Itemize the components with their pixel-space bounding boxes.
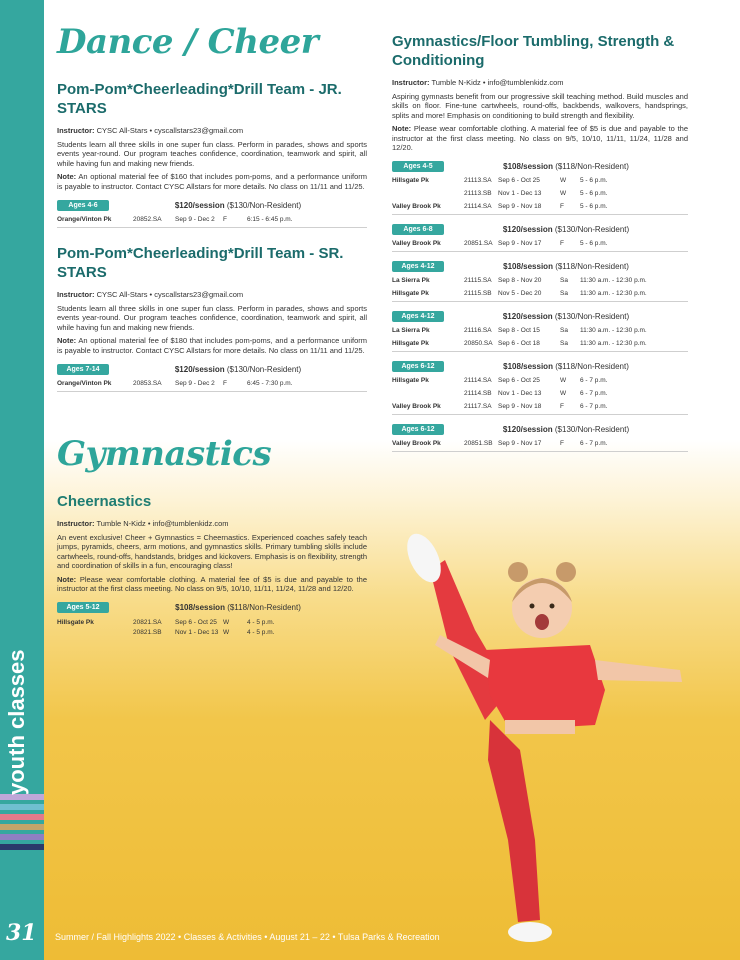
day: Sa (560, 327, 568, 335)
location: La Sierra Pk (392, 327, 430, 335)
age-badge: Ages 4-12 (392, 261, 444, 272)
age-badge: Ages 7-14 (57, 364, 109, 375)
class-code: 21114.SB (464, 390, 492, 398)
time: 11:30 a.m. - 12:30 p.m. (580, 290, 647, 298)
age-badge: Ages 4-6 (57, 200, 109, 211)
price-text (444, 162, 688, 171)
price-text (109, 201, 367, 210)
time: 6:15 - 6:45 p.m. (247, 216, 293, 224)
day: F (560, 240, 564, 248)
jr-stars-class (57, 80, 367, 228)
note-text: Please wear comfortable clothing. A material fee of $5 is due and payable to the instructor at the first class meeting. No class on 9/5, 10/10, 11/11, 11/24, 11/28 and 12/20. (57, 574, 367, 594)
schedule-row (392, 402, 688, 411)
class-code: 20851.SB (464, 440, 493, 448)
location: Hillsgate Pk (57, 618, 94, 626)
dates: Sep 6 - Oct 25 (175, 618, 217, 626)
instructor-label: Instructor: (57, 126, 95, 135)
price-row (392, 223, 688, 235)
time: 4 - 5 p.m. (247, 628, 275, 636)
class-code: 21115.SB (464, 290, 492, 298)
class-code: 21116.SA (464, 327, 492, 335)
price-nonresident: ($130/Non-Resident) (554, 224, 630, 234)
schedule-row (392, 439, 688, 448)
price-amount: $120/session (174, 200, 225, 210)
price-row (392, 360, 688, 372)
dates: Sep 9 - Nov 18 (498, 403, 542, 411)
dates: Sep 9 - Nov 18 (498, 203, 542, 211)
class-description: Students learn all three skills in one super fun class. Perform in parades, shows and sports events year-round. Our program teaches confidence, coordination, teamwork and spirit, all while having fun and making new friends. (57, 140, 367, 168)
note-label: Note: (57, 574, 77, 584)
class-description: Students learn all three skills in one super fun class. Perform in parades, shows and sports events year-round. Our program teaches confidence, coordination, teamwork and spirit, all while having fun and making new friends. (57, 304, 367, 332)
day: Sa (560, 277, 568, 285)
class-code: 20821.SB (133, 628, 162, 636)
day: Sa (560, 290, 568, 298)
class-title: Pom-Pom*Cheerleading*Drill Team - JR. STARS (57, 81, 342, 117)
schedule-row (392, 389, 688, 398)
day: W (560, 190, 567, 198)
location: Valley Brook Pk (392, 203, 441, 211)
sidebar (0, 0, 44, 960)
price-text (109, 603, 367, 612)
price-text (444, 362, 688, 371)
instructor-label: Instructor: (57, 290, 95, 300)
dates: Sep 9 - Dec 2 (175, 380, 215, 388)
price-nonresident: ($118/Non-Resident) (555, 161, 629, 171)
dates: Sep 9 - Nov 17 (498, 240, 542, 248)
divider (57, 391, 367, 392)
price-nonresident: ($118/Non-Resident) (555, 261, 629, 271)
floor-tumbling-title: Gymnastics/Floor Tumbling, Strength & Conditioning (392, 33, 675, 69)
price-row (57, 602, 367, 614)
price-text (444, 425, 688, 434)
price-amount: $108/session (503, 361, 553, 371)
floor-schedule (392, 160, 688, 452)
location: Valley Brook Pk (392, 440, 441, 448)
price-row (57, 363, 367, 375)
age-badge: Ages 6-12 (392, 361, 444, 372)
schedule-row (392, 289, 688, 298)
dates: Sep 8 - Nov 20 (498, 277, 542, 285)
red-shirt (485, 645, 605, 730)
class-code: 20821.SA (133, 618, 162, 626)
price-amount: $120/session (502, 224, 553, 234)
location: Orange/Vinton Pk (57, 380, 112, 388)
page-number: 31 (6, 920, 37, 946)
dates: Sep 6 - Oct 25 (498, 177, 540, 185)
time: 5 - 6 p.m. (580, 240, 608, 248)
note-label: Note: (57, 172, 77, 182)
left-column (57, 20, 367, 637)
class-code: 20852.SA (133, 216, 162, 224)
instructor-text: Tumble N-Kidz • info@tumblenkidz.com (431, 78, 564, 87)
class-description: An event exclusive! Cheer + Gymnastics = Cheernastics. Experienced coaches safely teach jumps, pyramids, cheers, arm motions, and gymnastics skills. Primary tumbling skills include cartwheels, round-offs, handstands, bridges and kickovers. Emphasis is on flexibility, strength and coordination of skills in a fun, encouraging class! (57, 533, 367, 571)
price-row (392, 260, 688, 272)
class-code: 20850.SA (464, 340, 493, 348)
day: F (223, 216, 227, 224)
hair-bun-right (556, 562, 576, 582)
time: 4 - 5 p.m. (247, 618, 275, 626)
class-code: 21115.SA (464, 277, 492, 285)
price-row (392, 160, 688, 172)
location (57, 628, 133, 637)
divider (392, 414, 688, 415)
dance-heading: Dance / Cheer (57, 22, 319, 62)
class-code: 20853.SA (133, 380, 162, 388)
cheernastics-class (57, 492, 367, 636)
price-text (444, 262, 688, 271)
class-code: 21113.SB (464, 190, 492, 198)
class-code: 20851.SA (464, 240, 493, 248)
location (392, 189, 464, 198)
price-amount: $108/session (503, 161, 553, 171)
day: F (560, 440, 564, 448)
class-title: Cheernastics (57, 493, 152, 511)
price-text (444, 312, 688, 321)
schedule-row (57, 618, 367, 627)
location: Valley Brook Pk (392, 403, 441, 411)
class-title: Pom-Pom*Cheerleading*Drill Team - SR. STARS (57, 245, 344, 282)
location: Hillsgate Pk (392, 177, 429, 185)
instructor-line (57, 290, 367, 299)
schedule-row (392, 339, 688, 348)
instructor-text: CYSC All-Stars • cyscallstars23@gmail.com (96, 290, 244, 300)
price-nonresident: ($130/Non-Resident) (554, 424, 630, 434)
location (392, 389, 464, 398)
age-badge: Ages 6-12 (392, 424, 444, 435)
schedule-row (57, 628, 367, 637)
price-nonresident: ($118/Non-Resident) (555, 361, 629, 371)
instructor-line (57, 126, 367, 135)
eye-left (530, 604, 535, 609)
time: 6 - 7 p.m. (580, 440, 608, 448)
schedule-row (57, 215, 367, 224)
dates: Nov 1 - Dec 13 (498, 190, 542, 198)
sidebar-stripe (0, 824, 44, 830)
note-text: An optional material fee of $160 that includes pom-poms, and a performance uniform is payable to instructor. Contact CYSC Allstars for more details. No class on 11/11 and 11/25. (57, 172, 367, 191)
day: F (560, 203, 564, 211)
dates: Sep 6 - Oct 18 (498, 340, 540, 348)
schedule-row (57, 379, 367, 388)
class-note (57, 575, 367, 594)
day: W (223, 628, 230, 636)
day: F (560, 403, 564, 411)
sidebar-stripe (0, 804, 44, 810)
class-note (57, 336, 367, 355)
price-row (57, 199, 367, 211)
divider (57, 227, 367, 228)
note-label: Note: (57, 336, 77, 346)
day: W (223, 618, 230, 626)
day: W (560, 377, 567, 385)
age-badge: Ages 5-12 (57, 602, 109, 613)
price-nonresident: ($130/Non-Resident) (554, 311, 630, 321)
day: W (560, 177, 567, 185)
class-code: 21117.SA (464, 403, 492, 411)
price-nonresident: ($130/Non-Resident) (226, 200, 302, 210)
instructor-text: CYSC All-Stars • cyscallstars23@gmail.com (96, 126, 244, 135)
midriff (505, 720, 575, 734)
gymnastics-heading: Gymnastics (57, 434, 272, 475)
schedule-row (392, 176, 688, 185)
age-badge: Ages 4-12 (392, 311, 444, 322)
right-arm (595, 660, 682, 682)
footer: Summer / Fall Highlights 2022 • Classes & Activities • August 21 – 22 • Tulsa Parks & Recreation (55, 932, 440, 942)
sidebar-stripes (0, 790, 44, 850)
price-amount: $120/session (502, 424, 553, 434)
location: Orange/Vinton Pk (57, 216, 112, 224)
divider (392, 451, 688, 452)
dates: Sep 6 - Oct 25 (498, 377, 540, 385)
age-badge: Ages 4-5 (392, 161, 444, 172)
time: 6 - 7 p.m. (580, 377, 608, 385)
time: 5 - 6 p.m. (580, 190, 608, 198)
hair-bun-left (508, 562, 528, 582)
time: 5 - 6 p.m. (580, 177, 608, 185)
sidebar-stripe (0, 834, 44, 840)
price-amount: $120/session (502, 311, 553, 321)
divider (392, 301, 688, 302)
schedule-row (392, 202, 688, 211)
day: Sa (560, 340, 568, 348)
dates: Sep 9 - Dec 2 (175, 216, 215, 224)
dates: Sep 8 - Oct 15 (498, 327, 540, 335)
dates: Nov 1 - Dec 13 (175, 628, 219, 636)
sidebar-stripe (0, 814, 44, 820)
time: 11:30 a.m. - 12:30 p.m. (580, 277, 647, 285)
sr-stars-class (57, 244, 367, 392)
time: 11:30 a.m. - 12:30 p.m. (580, 327, 647, 335)
class-code: 21114.SA (464, 203, 492, 211)
time: 6 - 7 p.m. (580, 403, 608, 411)
note-text: Please wear comfortable clothing. A material fee of $5 is due and payable to the instructor at the first class meeting. No class on 9/5, 10/10, 11/11, 11/24, 11/28 and 12/20. (392, 124, 688, 153)
instructor-label: Instructor: (392, 78, 430, 87)
price-amount: $108/session (175, 603, 225, 612)
divider (392, 351, 688, 352)
dates: Sep 9 - Nov 17 (498, 440, 542, 448)
price-amount: $108/session (503, 261, 553, 271)
note-label: Note: (392, 124, 412, 134)
schedule-row (392, 239, 688, 248)
sidebar-stripe (0, 844, 44, 850)
gymnast-girl-illustration (390, 520, 720, 960)
class-code: 21113.SA (464, 177, 492, 185)
class-note (392, 124, 688, 152)
sidebar-label: youth classes (4, 649, 29, 795)
location: Hillsgate Pk (392, 340, 429, 348)
schedule-row (392, 326, 688, 335)
price-text (109, 365, 367, 374)
class-code: 21114.SA (464, 377, 492, 385)
price-text (444, 225, 688, 234)
location: Valley Brook Pk (392, 240, 441, 248)
right-column (392, 32, 688, 452)
price-amount: $120/session (174, 364, 225, 374)
location: Hillsgate Pk (392, 290, 429, 298)
day: W (560, 390, 567, 398)
standing-leg (488, 720, 540, 922)
instructor-label: Instructor: (57, 519, 95, 529)
location: La Sierra Pk (392, 277, 430, 285)
time: 5 - 6 p.m. (580, 203, 608, 211)
instructor-line (57, 519, 367, 528)
price-row (392, 310, 688, 322)
day: F (223, 380, 227, 388)
schedule-row (392, 376, 688, 385)
eye-right (550, 604, 555, 609)
instructor-line (392, 78, 688, 87)
class-note (57, 172, 367, 191)
time: 11:30 a.m. - 12:30 p.m. (580, 340, 647, 348)
instructor-text: Tumble N-Kidz • info@tumblenkidz.com (96, 519, 229, 529)
age-badge: Ages 6-8 (392, 224, 444, 235)
class-description: Aspiring gymnasts benefit from our progressive skill teaching method. Build muscles and skills on floor. Fine-tune cartwheels, round-offs, backbends, walkovers, handsprings, splits and more! Emphasis on conditioning to build strength and flexibility. (392, 92, 688, 120)
price-row (392, 423, 688, 435)
price-nonresident: ($118/Non-Resident) (227, 603, 301, 612)
time: 6 - 7 p.m. (580, 390, 608, 398)
schedule-row (392, 189, 688, 198)
note-text: An optional material fee of $180 that includes pom-poms, and a performance uniform is payable to instructor. Contact CYSC Allstars for more details. No class on 11/11 and 11/25. (57, 336, 367, 355)
time: 6:45 - 7:30 p.m. (247, 380, 293, 388)
dates: Nov 5 - Dec 20 (498, 290, 542, 298)
divider (392, 214, 688, 215)
dates: Nov 1 - Dec 13 (498, 390, 542, 398)
mouth (535, 614, 549, 630)
location: Hillsgate Pk (392, 377, 429, 385)
price-nonresident: ($130/Non-Resident) (226, 364, 302, 374)
schedule-row (392, 276, 688, 285)
divider (392, 251, 688, 252)
